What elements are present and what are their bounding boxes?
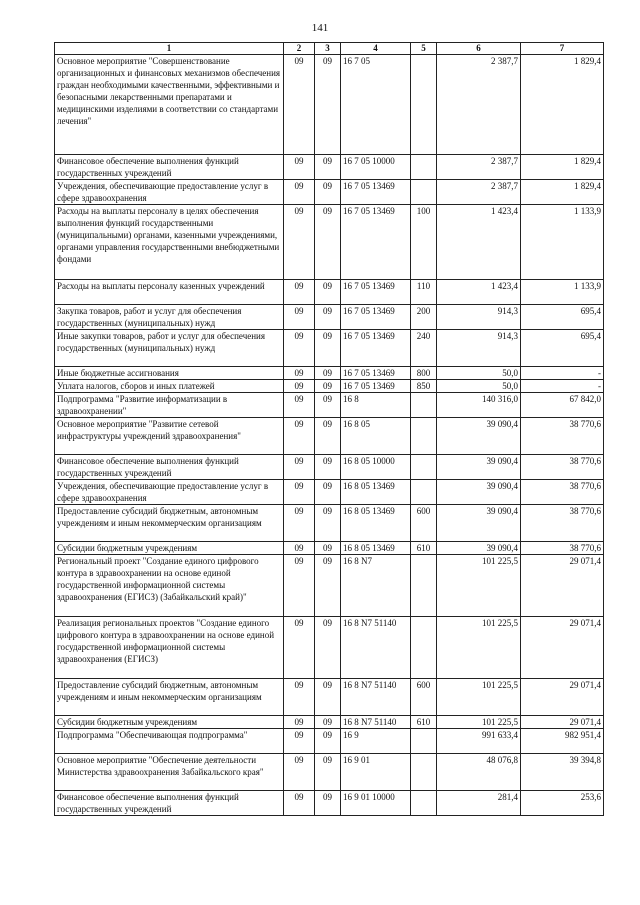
- row-section: 09: [284, 505, 315, 542]
- row-subsection: 09: [315, 55, 341, 155]
- row-expense-type: [411, 555, 437, 617]
- row-section: 09: [284, 155, 315, 180]
- row-sum-1: 914,3: [437, 330, 521, 367]
- row-sum-1: 48 076,8: [437, 754, 521, 791]
- row-target-article: 16 8 05: [341, 418, 411, 455]
- row-sum-1: 101 225,5: [437, 716, 521, 729]
- row-sum-1: 991 633,4: [437, 729, 521, 754]
- table-row: [55, 729, 604, 754]
- row-section: 09: [284, 393, 315, 418]
- header-col-5: 5: [411, 43, 437, 55]
- row-section: 09: [284, 729, 315, 754]
- row-section: 09: [284, 205, 315, 280]
- table-row: [55, 305, 604, 330]
- row-name: Региональный проект "Создание единого цифрового контура в здравоохранении на основе единой государственной информационной системы здравоохранения (ЕГИСЗ) (Забайкальский край)": [55, 555, 284, 617]
- row-target-article: 16 7 05 13469: [341, 180, 411, 205]
- header-col-6: 6: [437, 43, 521, 55]
- table-row: [55, 205, 604, 280]
- row-subsection: 09: [315, 380, 341, 393]
- row-sum-2: 1 829,4: [521, 55, 604, 155]
- row-sum-1: 39 090,4: [437, 505, 521, 542]
- row-expense-type: [411, 418, 437, 455]
- row-name: Расходы на выплаты персоналу казенных учреждений: [55, 280, 284, 305]
- row-target-article: 16 7 05: [341, 55, 411, 155]
- row-section: 09: [284, 455, 315, 480]
- row-sum-2: 29 071,4: [521, 555, 604, 617]
- row-section: 09: [284, 180, 315, 205]
- row-name: Иные закупки товаров, работ и услуг для обеспечения государственных (муниципальных) нужд: [55, 330, 284, 367]
- row-expense-type: [411, 791, 437, 816]
- row-target-article: 16 8 N7 51140: [341, 679, 411, 716]
- row-sum-2: 29 071,4: [521, 679, 604, 716]
- row-target-article: 16 8 05 13469: [341, 505, 411, 542]
- row-sum-1: 50,0: [437, 367, 521, 380]
- row-subsection: 09: [315, 367, 341, 380]
- row-section: 09: [284, 617, 315, 679]
- row-expense-type: [411, 480, 437, 505]
- row-name: Основное мероприятие "Обеспечение деятельности Министерства здравоохранения Забайкальского края": [55, 754, 284, 791]
- row-sum-1: 101 225,5: [437, 679, 521, 716]
- row-sum-2: 39 394,8: [521, 754, 604, 791]
- budget-table: [54, 42, 604, 816]
- row-expense-type: 600: [411, 505, 437, 542]
- row-name: Предоставление субсидий бюджетным, автономным учреждениям и иным некоммерческим организациям: [55, 679, 284, 716]
- row-subsection: 09: [315, 418, 341, 455]
- row-expense-type: 800: [411, 367, 437, 380]
- row-subsection: 09: [315, 791, 341, 816]
- row-subsection: 09: [315, 155, 341, 180]
- row-target-article: 16 7 05 13469: [341, 205, 411, 280]
- row-name: Подпрограмма "Развитие информатизации в здравоохранении": [55, 393, 284, 418]
- table-row: [55, 542, 604, 555]
- row-section: 09: [284, 418, 315, 455]
- header-col-4: 4: [341, 43, 411, 55]
- row-sum-2: 38 770,6: [521, 480, 604, 505]
- row-name: Иные бюджетные ассигнования: [55, 367, 284, 380]
- row-section: 09: [284, 791, 315, 816]
- row-expense-type: [411, 729, 437, 754]
- row-sum-1: 2 387,7: [437, 180, 521, 205]
- row-name: Финансовое обеспечение выполнения функций государственных учреждений: [55, 791, 284, 816]
- row-target-article: 16 8 05 10000: [341, 455, 411, 480]
- table-row: [55, 367, 604, 380]
- row-sum-2: 1 829,4: [521, 180, 604, 205]
- table-row: [55, 393, 604, 418]
- row-sum-2: 1 829,4: [521, 155, 604, 180]
- row-expense-type: 610: [411, 542, 437, 555]
- row-sum-1: 101 225,5: [437, 555, 521, 617]
- row-section: 09: [284, 330, 315, 367]
- table-row: [55, 716, 604, 729]
- row-sum-2: 1 133,9: [521, 280, 604, 305]
- row-sum-2: 1 133,9: [521, 205, 604, 280]
- table-row: [55, 180, 604, 205]
- row-target-article: 16 7 05 13469: [341, 330, 411, 367]
- row-name: Расходы на выплаты персоналу в целях обеспечения выполнения функций государственными (муниципальными) органами, казенными учреждениями, органами управления государственными внебюджетными фондами: [55, 205, 284, 280]
- row-target-article: 16 8 05 13469: [341, 542, 411, 555]
- row-name: Учреждения, обеспечивающие предоставление услуг в сфере здравоохранения: [55, 180, 284, 205]
- row-expense-type: 100: [411, 205, 437, 280]
- row-expense-type: [411, 180, 437, 205]
- row-expense-type: 850: [411, 380, 437, 393]
- row-subsection: 09: [315, 716, 341, 729]
- row-sum-2: 38 770,6: [521, 505, 604, 542]
- row-expense-type: 110: [411, 280, 437, 305]
- row-sum-2: -: [521, 367, 604, 380]
- table-row: [55, 505, 604, 542]
- row-sum-2: 38 770,6: [521, 542, 604, 555]
- table-row: [55, 791, 604, 816]
- row-section: 09: [284, 754, 315, 791]
- row-sum-1: 101 225,5: [437, 617, 521, 679]
- row-target-article: 16 8: [341, 393, 411, 418]
- row-subsection: 09: [315, 180, 341, 205]
- row-section: 09: [284, 380, 315, 393]
- row-target-article: 16 9 01 10000: [341, 791, 411, 816]
- header-col-2: 2: [284, 43, 315, 55]
- row-target-article: 16 9 01: [341, 754, 411, 791]
- row-name: Учреждения, обеспечивающие предоставление услуг в сфере здравоохранения: [55, 480, 284, 505]
- table-row: [55, 418, 604, 455]
- row-section: 09: [284, 280, 315, 305]
- row-sum-1: 914,3: [437, 305, 521, 330]
- row-sum-2: 67 842,0: [521, 393, 604, 418]
- header-col-1: 1: [55, 43, 284, 55]
- table-row: [55, 555, 604, 617]
- row-sum-2: 982 951,4: [521, 729, 604, 754]
- row-target-article: 16 7 05 13469: [341, 305, 411, 330]
- row-sum-1: 1 423,4: [437, 280, 521, 305]
- row-target-article: 16 8 N7 51140: [341, 716, 411, 729]
- header-col-3: 3: [315, 43, 341, 55]
- row-name: Подпрограмма "Обеспечивающая подпрограмма": [55, 729, 284, 754]
- row-sum-2: 695,4: [521, 305, 604, 330]
- row-section: 09: [284, 716, 315, 729]
- row-subsection: 09: [315, 393, 341, 418]
- row-expense-type: [411, 455, 437, 480]
- row-target-article: 16 8 N7 51140: [341, 617, 411, 679]
- row-target-article: 16 8 N7: [341, 555, 411, 617]
- row-expense-type: [411, 617, 437, 679]
- row-sum-1: 1 423,4: [437, 205, 521, 280]
- row-target-article: 16 7 05 13469: [341, 280, 411, 305]
- table-row: [55, 55, 604, 155]
- table-row: [55, 480, 604, 505]
- row-target-article: 16 7 05 10000: [341, 155, 411, 180]
- table-row: [55, 155, 604, 180]
- row-subsection: 09: [315, 480, 341, 505]
- table-row: [55, 679, 604, 716]
- row-section: 09: [284, 542, 315, 555]
- table-row: [55, 754, 604, 791]
- row-name: Основное мероприятие "Совершенствование организационных и финансовых механизмов обеспечения граждан необходимыми качественными, эффективными и безопасными лекарственными препаратами и медицинскими изделиями в соответствии со стандартами лечения": [55, 55, 284, 155]
- row-expense-type: 200: [411, 305, 437, 330]
- row-expense-type: [411, 55, 437, 155]
- row-name: Закупка товаров, работ и услуг для обеспечения государственных (муниципальных) нужд: [55, 305, 284, 330]
- row-subsection: 09: [315, 679, 341, 716]
- row-section: 09: [284, 555, 315, 617]
- row-expense-type: 600: [411, 679, 437, 716]
- row-subsection: 09: [315, 205, 341, 280]
- row-target-article: 16 9: [341, 729, 411, 754]
- row-sum-1: 281,4: [437, 791, 521, 816]
- row-sum-2: 38 770,6: [521, 418, 604, 455]
- row-subsection: 09: [315, 330, 341, 367]
- table-row: [55, 280, 604, 305]
- row-section: 09: [284, 480, 315, 505]
- row-name: Основное мероприятие "Развитие сетевой инфраструктуры учреждений здравоохранения": [55, 418, 284, 455]
- header-col-7: 7: [521, 43, 604, 55]
- row-sum-2: 695,4: [521, 330, 604, 367]
- row-subsection: 09: [315, 305, 341, 330]
- row-sum-1: 2 387,7: [437, 155, 521, 180]
- row-target-article: 16 8 05 13469: [341, 480, 411, 505]
- table-row: [55, 455, 604, 480]
- row-subsection: 09: [315, 505, 341, 542]
- row-sum-2: 29 071,4: [521, 617, 604, 679]
- row-sum-2: 29 071,4: [521, 716, 604, 729]
- row-name: Предоставление субсидий бюджетным, автономным учреждениям и иным некоммерческим организациям: [55, 505, 284, 542]
- table-row: [55, 380, 604, 393]
- row-expense-type: 240: [411, 330, 437, 367]
- row-subsection: 09: [315, 455, 341, 480]
- row-subsection: 09: [315, 729, 341, 754]
- table-row: [55, 330, 604, 367]
- row-section: 09: [284, 679, 315, 716]
- row-sum-1: 39 090,4: [437, 542, 521, 555]
- row-subsection: 09: [315, 555, 341, 617]
- row-name: Субсидии бюджетным учреждениям: [55, 716, 284, 729]
- row-expense-type: 610: [411, 716, 437, 729]
- row-sum-1: 50,0: [437, 380, 521, 393]
- row-sum-1: 39 090,4: [437, 480, 521, 505]
- row-target-article: 16 7 05 13469: [341, 367, 411, 380]
- page-number: 141: [311, 22, 329, 34]
- row-sum-1: 140 316,0: [437, 393, 521, 418]
- table-row: [55, 617, 604, 679]
- row-sum-2: 253,6: [521, 791, 604, 816]
- row-sum-2: -: [521, 380, 604, 393]
- row-section: 09: [284, 55, 315, 155]
- row-sum-2: 38 770,6: [521, 455, 604, 480]
- row-target-article: 16 7 05 13469: [341, 380, 411, 393]
- row-sum-1: 2 387,7: [437, 55, 521, 155]
- row-name: Финансовое обеспечение выполнения функций государственных учреждений: [55, 155, 284, 180]
- row-name: Реализация региональных проектов "Создание единого цифрового контура в здравоохранении на основе единой государственной информационной системы здравоохранения (ЕГИСЗ): [55, 617, 284, 679]
- row-expense-type: [411, 393, 437, 418]
- row-sum-1: 39 090,4: [437, 418, 521, 455]
- row-section: 09: [284, 367, 315, 380]
- row-name: Уплата налогов, сборов и иных платежей: [55, 380, 284, 393]
- row-expense-type: [411, 155, 437, 180]
- row-expense-type: [411, 754, 437, 791]
- row-name: Финансовое обеспечение выполнения функций государственных учреждений: [55, 455, 284, 480]
- row-sum-1: 39 090,4: [437, 455, 521, 480]
- row-section: 09: [284, 305, 315, 330]
- row-subsection: 09: [315, 280, 341, 305]
- row-name: Субсидии бюджетным учреждениям: [55, 542, 284, 555]
- header-row: [55, 43, 604, 55]
- row-subsection: 09: [315, 542, 341, 555]
- row-subsection: 09: [315, 617, 341, 679]
- row-subsection: 09: [315, 754, 341, 791]
